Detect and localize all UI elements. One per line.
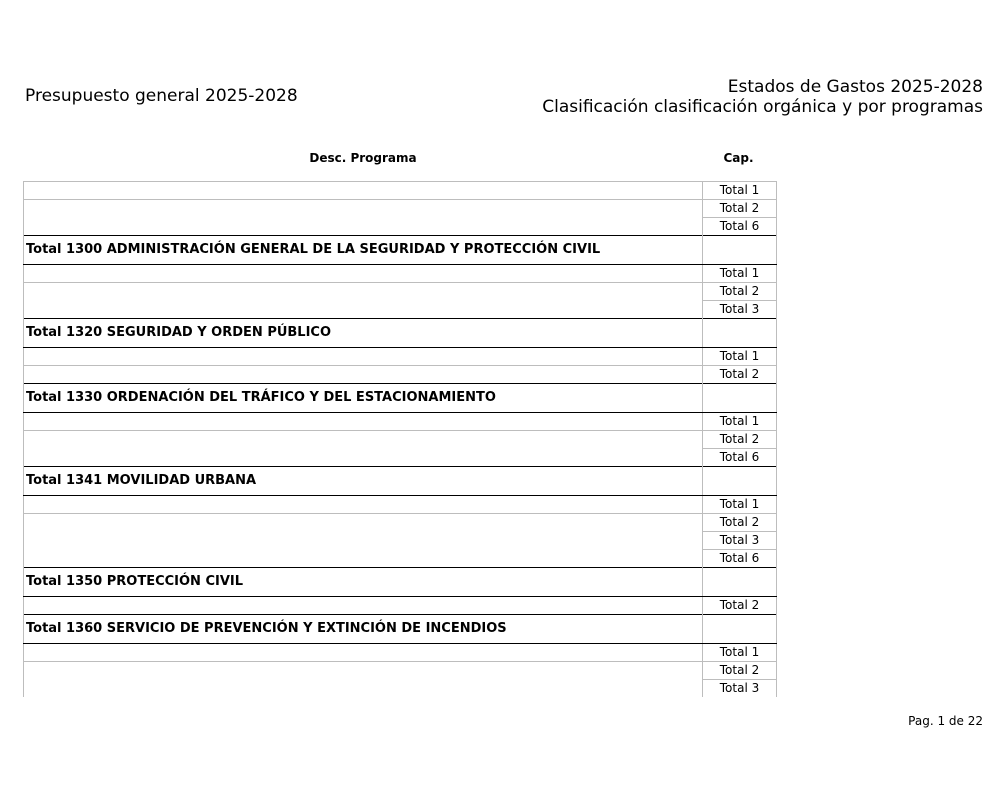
desc-cell <box>24 366 703 384</box>
desc-cell <box>24 283 703 301</box>
program-total-row <box>24 615 777 644</box>
cap-cell: Total 2 <box>703 366 777 384</box>
cap-cell <box>703 615 777 644</box>
table-row <box>24 265 777 283</box>
cap-cell: Total 1 <box>703 496 777 514</box>
table-row <box>24 496 777 514</box>
table-row <box>24 680 777 698</box>
cap-cell <box>703 384 777 413</box>
report-heading <box>542 77 983 117</box>
table-row <box>24 597 777 615</box>
cap-cell <box>703 568 777 597</box>
cap-cell: Total 2 <box>703 431 777 449</box>
table-row <box>24 662 777 680</box>
table-row <box>24 301 777 319</box>
table-row <box>24 514 777 532</box>
table-row <box>24 283 777 301</box>
column-header-cap: Cap. <box>723 151 754 165</box>
report-subtitle: Clasificación clasificación orgánica y por programas <box>542 97 983 117</box>
cap-cell: Total 6 <box>703 449 777 467</box>
desc-cell <box>24 550 703 568</box>
desc-cell <box>24 431 703 449</box>
desc-cell <box>24 182 703 200</box>
cap-cell: Total 1 <box>703 413 777 431</box>
desc-cell <box>24 348 703 366</box>
cap-cell: Total 3 <box>703 680 777 698</box>
program-total-row <box>24 568 777 597</box>
desc-cell <box>24 265 703 283</box>
table-row <box>24 413 777 431</box>
report-title: Estados de Gastos 2025-2028 <box>727 77 983 97</box>
desc-cell <box>24 644 703 662</box>
program-total-label: Total 1360 SERVICIO DE PREVENCIÓN Y EXTINCIÓN DE INCENDIOS <box>24 615 703 644</box>
cap-cell: Total 1 <box>703 265 777 283</box>
table-row <box>24 449 777 467</box>
program-total-label: Total 1330 ORDENACIÓN DEL TRÁFICO Y DEL ESTACIONAMIENTO <box>24 384 703 413</box>
desc-cell <box>24 413 703 431</box>
cap-cell <box>703 467 777 496</box>
cap-cell <box>703 319 777 348</box>
program-total-label: Total 1350 PROTECCIÓN CIVIL <box>24 568 703 597</box>
desc-cell <box>24 514 703 532</box>
table-row <box>24 348 777 366</box>
cap-cell: Total 6 <box>703 218 777 236</box>
cap-cell: Total 2 <box>703 662 777 680</box>
column-header-desc: Desc. Programa <box>309 151 417 165</box>
desc-cell <box>24 496 703 514</box>
desc-cell <box>24 662 703 680</box>
cap-cell: Total 2 <box>703 283 777 301</box>
program-total-row <box>24 384 777 413</box>
desc-cell <box>24 449 703 467</box>
table-row <box>24 644 777 662</box>
program-total-label: Total 1320 SEGURIDAD Y ORDEN PÚBLICO <box>24 319 703 348</box>
cap-cell: Total 1 <box>703 644 777 662</box>
desc-cell <box>24 200 703 218</box>
program-total-label: Total 1300 ADMINISTRACIÓN GENERAL DE LA SEGURIDAD Y PROTECCIÓN CIVIL <box>24 236 703 265</box>
table-row <box>24 431 777 449</box>
page-number: Pag. 1 de 22 <box>908 714 983 728</box>
program-total-row <box>24 467 777 496</box>
cap-cell <box>703 236 777 265</box>
budget-table <box>23 181 777 697</box>
program-total-row <box>24 319 777 348</box>
budget-title: Presupuesto general 2025-2028 <box>25 86 298 106</box>
table-row <box>24 550 777 568</box>
cap-cell: Total 2 <box>703 514 777 532</box>
desc-cell <box>24 680 703 698</box>
desc-cell <box>24 532 703 550</box>
cap-cell: Total 3 <box>703 301 777 319</box>
table-row <box>24 182 777 200</box>
table-row <box>24 218 777 236</box>
table-row <box>24 366 777 384</box>
table-row <box>24 200 777 218</box>
desc-cell <box>24 301 703 319</box>
cap-cell: Total 3 <box>703 532 777 550</box>
table-row <box>24 532 777 550</box>
cap-cell: Total 1 <box>703 182 777 200</box>
cap-cell: Total 1 <box>703 348 777 366</box>
cap-cell: Total 6 <box>703 550 777 568</box>
cap-cell: Total 2 <box>703 597 777 615</box>
desc-cell <box>24 218 703 236</box>
desc-cell <box>24 597 703 615</box>
program-total-row <box>24 236 777 265</box>
cap-cell: Total 2 <box>703 200 777 218</box>
program-total-label: Total 1341 MOVILIDAD URBANA <box>24 467 703 496</box>
